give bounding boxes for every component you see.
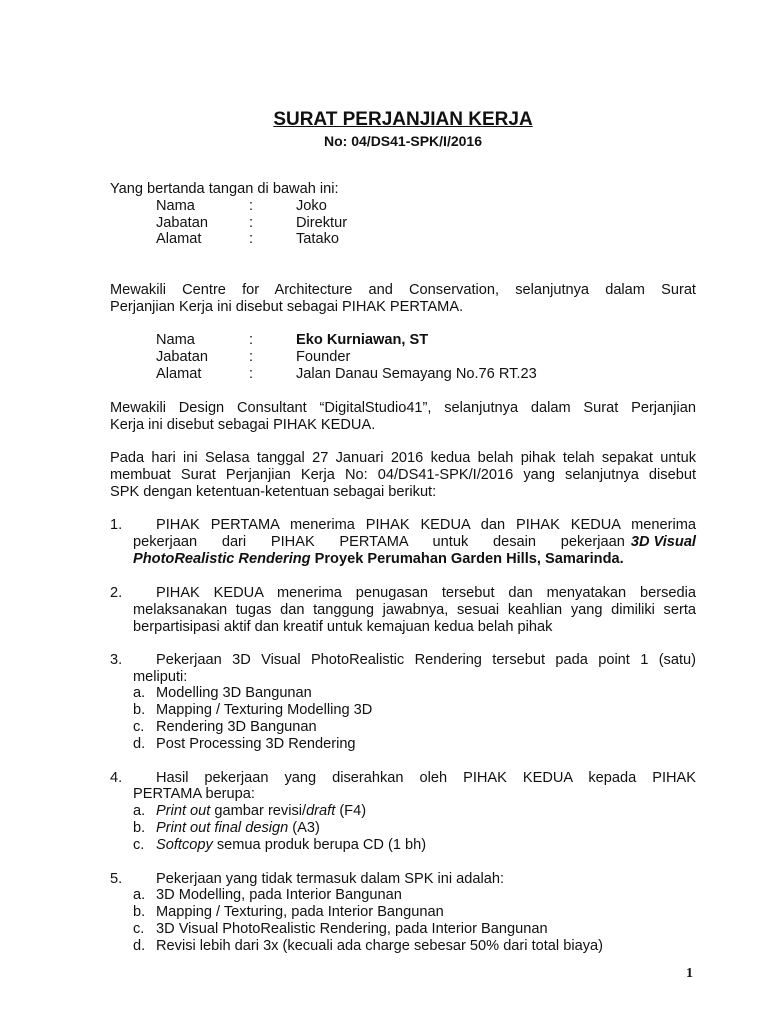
- party1-name-colon: :: [249, 198, 254, 214]
- party2-name-colon: :: [249, 332, 254, 348]
- item4-number: 4.: [110, 770, 123, 786]
- party2-rep-line2: Kerja ini disebut sebagai PIHAK KEDUA.: [110, 417, 376, 433]
- item5-number: 5.: [110, 871, 123, 887]
- item5-sub-b-marker: b.: [133, 904, 146, 920]
- item2-line2: melaksanakan tugas dan tanggung jawabnya, sesuai keahlian yang dimiliki serta: [133, 602, 696, 618]
- party1-rep-line1: Mewakili Centre for Architecture and Conservation, selanjutnya dalam Surat: [110, 282, 696, 298]
- item5-sub-b-text: Mapping / Texturing, pada Interior Bangunan: [156, 904, 444, 920]
- item1-number: 1.: [110, 517, 123, 533]
- item4-sub-a-text1: gambar revisi/: [210, 803, 307, 819]
- item5-sub-c-marker: c.: [133, 921, 145, 937]
- item4-sub-a-text2: (F4): [335, 803, 367, 819]
- party2-position-value: Founder: [296, 349, 351, 365]
- item2-line1: PIHAK KEDUA menerima penugasan tersebut dan menyatakan bersedia: [156, 585, 696, 601]
- item3-sub-b-marker: b.: [133, 702, 146, 718]
- agreement-line3: SPK dengan ketentuan-ketentuan sebagai berikut:: [110, 484, 437, 500]
- item1-line2: [133, 534, 696, 551]
- page-number: 1: [686, 966, 693, 981]
- item5-sub-d-marker: d.: [133, 938, 146, 954]
- item4-sub-a-italic1: Print out: [156, 803, 211, 819]
- party1-rep-line2: Perjanjian Kerja ini disebut sebagai PIHAK PERTAMA.: [110, 299, 464, 315]
- party1-name-value: Joko: [296, 198, 327, 214]
- party1-position-label: Jabatan: [156, 215, 208, 231]
- party2-position-colon: :: [249, 349, 254, 365]
- item3-line1: Pekerjaan 3D Visual PhotoRealistic Rendering tersebut pada point 1 (satu): [156, 652, 696, 668]
- item3-line2: meliputi:: [133, 669, 188, 685]
- item3-sub-b-text: Mapping / Texturing Modelling 3D: [156, 702, 373, 718]
- item1-line3-bold-italic: PhotoRealistic Rendering: [133, 551, 311, 567]
- item4-sub-a-marker: a.: [133, 803, 146, 819]
- item5-line1: Pekerjaan yang tidak termasuk dalam SPK ini adalah:: [156, 871, 505, 887]
- party2-address-colon: :: [249, 366, 254, 382]
- item4-sub-c-marker: c.: [133, 837, 145, 853]
- party2-name-label: Nama: [156, 332, 195, 348]
- party2-address-value: Jalan Danau Semayang No.76 RT.23: [296, 366, 537, 382]
- item1-line1: PIHAK PERTAMA menerima PIHAK KEDUA dan PIHAK KEDUA menerima: [156, 517, 696, 533]
- item3-sub-c-marker: c.: [133, 719, 145, 735]
- item4-sub-b-marker: b.: [133, 820, 146, 836]
- party1-position-colon: :: [249, 215, 254, 231]
- document-number: No: 04/DS41-SPK/I/2016: [324, 133, 482, 149]
- item4-line1: Hasil pekerjaan yang diserahkan oleh PIHAK KEDUA kepada PIHAK: [156, 770, 696, 786]
- item4-line2: PERTAMA berupa:: [133, 786, 255, 802]
- item3-sub-d-marker: d.: [133, 736, 146, 752]
- party1-position-value: Direktur: [296, 215, 348, 231]
- item4-sub-b-text: [156, 820, 320, 837]
- item4-sub-c-text1: semua produk berupa CD (1 bh): [212, 837, 427, 853]
- party1-address-colon: :: [249, 231, 254, 247]
- item4-sub-a-text: [156, 803, 366, 820]
- item3-sub-c-text: Rendering 3D Bangunan: [156, 719, 317, 735]
- item4-sub-b-text1: (A3): [288, 820, 320, 836]
- agreement-line1: Pada hari ini Selasa tanggal 27 Januari 2016 kedua belah pihak telah sepakat untuk: [110, 450, 696, 466]
- item4-sub-a-italic2: draft: [306, 803, 336, 819]
- item4-sub-c-italic1: Softcopy: [156, 837, 213, 853]
- item3-number: 3.: [110, 652, 123, 668]
- item3-sub-a-marker: a.: [133, 685, 146, 701]
- item4-sub-b-italic1: Print out final design: [156, 820, 289, 836]
- party1-address-value: Tatako: [296, 231, 339, 247]
- item5-sub-d-text: Revisi lebih dari 3x (kecuali ada charge sebesar 50% dari total biaya): [156, 938, 603, 954]
- item1-line3: [133, 551, 624, 568]
- item5-sub-a-marker: a.: [133, 887, 146, 903]
- item1-line3-bold: Proyek Perumahan Garden Hills, Samarinda.: [310, 551, 624, 567]
- intro-text: Yang bertanda tangan di bawah ini:: [110, 181, 339, 197]
- document-title: SURAT PERJANJIAN KERJA: [273, 109, 533, 130]
- party1-address-label: Alamat: [156, 231, 202, 247]
- party2-name-value: Eko Kurniawan, ST: [296, 332, 429, 348]
- party2-address-label: Alamat: [156, 366, 202, 382]
- agreement-line2: membuat Surat Perjanjian Kerja No: 04/DS41-SPK/I/2016 yang selanjutnya disebut: [110, 467, 696, 483]
- item3-sub-d-text: Post Processing 3D Rendering: [156, 736, 356, 752]
- party2-position-label: Jabatan: [156, 349, 208, 365]
- item2-number: 2.: [110, 585, 123, 601]
- item1-line2-bold: 3D Visual: [630, 534, 696, 550]
- item5-sub-a-text: 3D Modelling, pada Interior Bangunan: [156, 887, 402, 903]
- item1-line2-text: pekerjaan dari PIHAK PERTAMA untuk desain pekerjaan: [133, 534, 625, 550]
- party1-name-label: Nama: [156, 198, 195, 214]
- item4-sub-c-text: [156, 837, 426, 854]
- party2-rep-line1: Mewakili Design Consultant “DigitalStudio41”, selanjutnya dalam Surat Perjanjian: [110, 400, 696, 416]
- item5-sub-c-text: 3D Visual PhotoRealistic Rendering, pada Interior Bangunan: [156, 921, 548, 937]
- item2-line3: berpartisipasi aktif dan kreatif untuk kemajuan kedua belah pihak: [133, 619, 553, 635]
- item3-sub-a-text: Modelling 3D Bangunan: [156, 685, 312, 701]
